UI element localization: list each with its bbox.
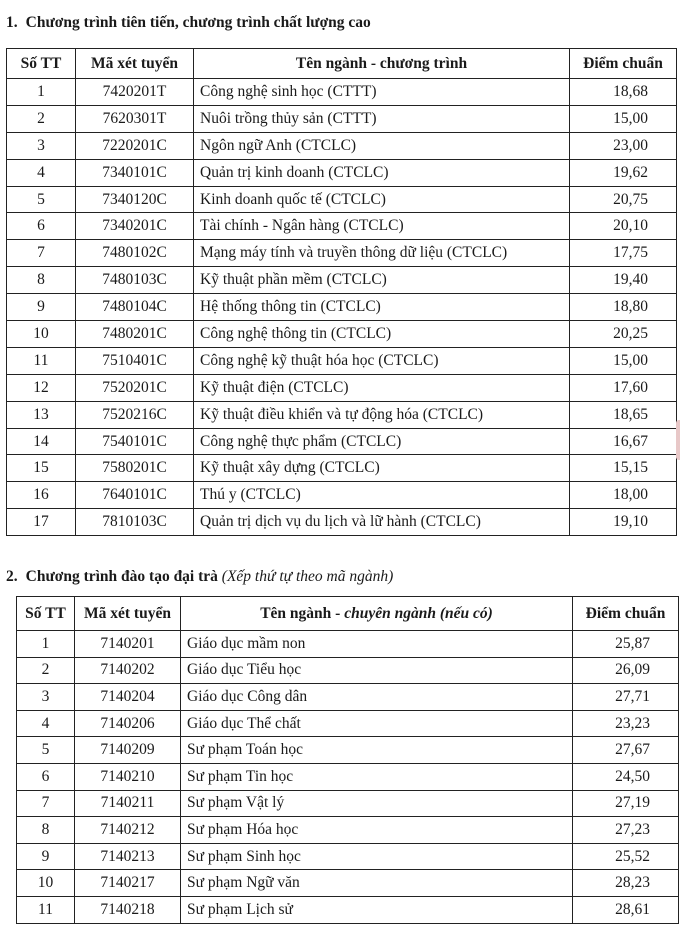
section-2-title-text: Chương trình đào tạo đại trà	[25, 568, 218, 585]
cell-code: 7520201C	[76, 374, 194, 401]
cell-stt: 3	[7, 132, 76, 159]
cell-name: Thú y (CTCLC)	[194, 482, 570, 509]
cell-name: Công nghệ kỹ thuật hóa học (CTCLC)	[194, 347, 570, 374]
cell-name: Sư phạm Sinh học	[181, 843, 573, 870]
cell-score: 20,10	[570, 213, 677, 240]
cell-code: 7520216C	[76, 401, 194, 428]
cell-stt: 2	[17, 657, 75, 684]
cell-code: 7140210	[75, 763, 181, 790]
cell-stt: 1	[17, 631, 75, 658]
cell-name: Hệ thống thông tin (CTCLC)	[194, 294, 570, 321]
cell-score: 15,00	[570, 347, 677, 374]
cell-code: 7620301T	[76, 105, 194, 132]
cell-score: 18,80	[570, 294, 677, 321]
cell-name: Sư phạm Ngữ văn	[181, 870, 573, 897]
table-row	[7, 186, 677, 213]
table-advanced-programs	[6, 48, 677, 536]
cell-stt: 11	[7, 347, 76, 374]
cell-score: 15,00	[570, 105, 677, 132]
cell-name: Sư phạm Vật lý	[181, 790, 573, 817]
table-header-row	[7, 49, 677, 79]
section-2-number: 2.	[6, 568, 18, 585]
table-standard-programs	[16, 596, 679, 924]
cell-score: 28,23	[573, 870, 679, 897]
cell-name: Quản trị dịch vụ du lịch và lữ hành (CTCLC)	[194, 509, 570, 536]
cell-code: 7140206	[75, 710, 181, 737]
cell-stt: 4	[7, 159, 76, 186]
cell-stt: 6	[7, 213, 76, 240]
cell-score: 27,19	[573, 790, 679, 817]
cell-stt: 15	[7, 455, 76, 482]
cell-name: Công nghệ thông tin (CTCLC)	[194, 321, 570, 348]
cell-code: 7340101C	[76, 159, 194, 186]
cell-score: 15,15	[570, 455, 677, 482]
table-row	[17, 790, 679, 817]
cell-score: 19,62	[570, 159, 677, 186]
cell-code: 7810103C	[76, 509, 194, 536]
cell-name: Kỹ thuật phần mềm (CTCLC)	[194, 267, 570, 294]
table-row	[7, 401, 677, 428]
cell-name: Giáo dục Công dân	[181, 684, 573, 711]
table-row	[7, 79, 677, 106]
table-row	[7, 321, 677, 348]
section-1-title	[6, 14, 371, 32]
table-row	[17, 684, 679, 711]
table-row	[7, 374, 677, 401]
cell-stt: 2	[7, 105, 76, 132]
section-1-number: 1.	[6, 14, 18, 31]
table-row	[7, 132, 677, 159]
cell-code: 7140202	[75, 657, 181, 684]
table-row	[7, 105, 677, 132]
cell-score: 27,71	[573, 684, 679, 711]
cell-stt: 7	[7, 240, 76, 267]
header-name-plain: Tên ngành -	[260, 604, 345, 622]
cell-score: 20,75	[570, 186, 677, 213]
cell-stt: 9	[17, 843, 75, 870]
header-code: Mã xét tuyển	[75, 597, 181, 631]
cell-code: 7420201T	[76, 79, 194, 106]
cell-stt: 5	[17, 737, 75, 764]
cell-name: Sư phạm Toán học	[181, 737, 573, 764]
section-2-title	[6, 568, 393, 586]
cell-score: 18,65	[570, 401, 677, 428]
cell-stt: 10	[17, 870, 75, 897]
cell-code: 7340201C	[76, 213, 194, 240]
table-row	[7, 267, 677, 294]
cell-code: 7640101C	[76, 482, 194, 509]
cell-name: Mạng máy tính và truyền thông dữ liệu (CTCLC)	[194, 240, 570, 267]
cell-score: 23,23	[573, 710, 679, 737]
table-row	[17, 843, 679, 870]
cell-name: Giáo dục Tiểu học	[181, 657, 573, 684]
table-row	[7, 347, 677, 374]
cell-score: 27,67	[573, 737, 679, 764]
cell-stt: 1	[7, 79, 76, 106]
table-row	[17, 896, 679, 923]
table-row	[7, 482, 677, 509]
table-row	[17, 870, 679, 897]
table-row	[7, 159, 677, 186]
cell-stt: 7	[17, 790, 75, 817]
cell-score: 25,87	[573, 631, 679, 658]
header-stt: Số TT	[17, 597, 75, 631]
cell-name: Giáo dục mầm non	[181, 631, 573, 658]
cell-name: Giáo dục Thể chất	[181, 710, 573, 737]
cell-name: Kỹ thuật xây dựng (CTCLC)	[194, 455, 570, 482]
table-row	[7, 213, 677, 240]
cell-stt: 8	[7, 267, 76, 294]
page-edge-mark	[676, 420, 680, 460]
cell-stt: 12	[7, 374, 76, 401]
header-name	[181, 597, 573, 631]
cell-code: 7140212	[75, 817, 181, 844]
table-row	[17, 631, 679, 658]
cell-name: Kỹ thuật điện (CTCLC)	[194, 374, 570, 401]
cell-name: Công nghệ sinh học (CTTT)	[194, 79, 570, 106]
cell-stt: 8	[17, 817, 75, 844]
cell-code: 7140218	[75, 896, 181, 923]
section-2-note: (Xếp thứ tự theo mã ngành)	[221, 568, 394, 585]
cell-stt: 6	[17, 763, 75, 790]
cell-stt: 4	[17, 710, 75, 737]
header-score: Điểm chuẩn	[570, 49, 677, 79]
table-row	[17, 737, 679, 764]
table-row	[17, 657, 679, 684]
cell-score: 17,60	[570, 374, 677, 401]
cell-stt: 10	[7, 321, 76, 348]
cell-code: 7220201C	[76, 132, 194, 159]
header-name: Tên ngành - chương trình	[194, 49, 570, 79]
cell-score: 16,67	[570, 428, 677, 455]
cell-stt: 9	[7, 294, 76, 321]
cell-code: 7140209	[75, 737, 181, 764]
cell-name: Nuôi trồng thủy sản (CTTT)	[194, 105, 570, 132]
cell-code: 7140217	[75, 870, 181, 897]
table-row	[7, 455, 677, 482]
cell-score: 19,40	[570, 267, 677, 294]
table-header-row	[17, 597, 679, 631]
cell-code: 7480201C	[76, 321, 194, 348]
cell-code: 7580201C	[76, 455, 194, 482]
table-row	[7, 294, 677, 321]
cell-score: 27,23	[573, 817, 679, 844]
table-row	[17, 817, 679, 844]
cell-code: 7140211	[75, 790, 181, 817]
cell-score: 18,68	[570, 79, 677, 106]
cell-score: 20,25	[570, 321, 677, 348]
cell-code: 7140213	[75, 843, 181, 870]
header-score: Điểm chuẩn	[573, 597, 679, 631]
cell-score: 17,75	[570, 240, 677, 267]
cell-name: Công nghệ thực phẩm (CTCLC)	[194, 428, 570, 455]
table-row	[7, 240, 677, 267]
cell-code: 7140201	[75, 631, 181, 658]
cell-stt: 16	[7, 482, 76, 509]
cell-stt: 13	[7, 401, 76, 428]
cell-name: Kinh doanh quốc tế (CTCLC)	[194, 186, 570, 213]
cell-code: 7480102C	[76, 240, 194, 267]
cell-score: 18,00	[570, 482, 677, 509]
header-name-italic: chuyên ngành (nếu có)	[344, 604, 493, 622]
cell-name: Tài chính - Ngân hàng (CTCLC)	[194, 213, 570, 240]
table-row	[7, 509, 677, 536]
cell-stt: 11	[17, 896, 75, 923]
cell-stt: 3	[17, 684, 75, 711]
cell-code: 7510401C	[76, 347, 194, 374]
cell-score: 23,00	[570, 132, 677, 159]
cell-code: 7480104C	[76, 294, 194, 321]
cell-code: 7140204	[75, 684, 181, 711]
cell-score: 28,61	[573, 896, 679, 923]
cell-stt: 5	[7, 186, 76, 213]
cell-code: 7540101C	[76, 428, 194, 455]
cell-score: 19,10	[570, 509, 677, 536]
cell-code: 7480103C	[76, 267, 194, 294]
cell-stt: 14	[7, 428, 76, 455]
table-row	[17, 710, 679, 737]
header-code: Mã xét tuyển	[76, 49, 194, 79]
table-row	[7, 428, 677, 455]
header-stt: Số TT	[7, 49, 76, 79]
cell-stt: 17	[7, 509, 76, 536]
section-1-title-text: Chương trình tiên tiến, chương trình chất lượng cao	[25, 14, 371, 31]
cell-score: 25,52	[573, 843, 679, 870]
cell-score: 24,50	[573, 763, 679, 790]
cell-name: Sư phạm Lịch sử	[181, 896, 573, 923]
cell-code: 7340120C	[76, 186, 194, 213]
cell-name: Sư phạm Tin học	[181, 763, 573, 790]
cell-name: Quản trị kinh doanh (CTCLC)	[194, 159, 570, 186]
cell-score: 26,09	[573, 657, 679, 684]
cell-name: Kỹ thuật điều khiển và tự động hóa (CTCLC)	[194, 401, 570, 428]
cell-name: Ngôn ngữ Anh (CTCLC)	[194, 132, 570, 159]
cell-name: Sư phạm Hóa học	[181, 817, 573, 844]
table-row	[17, 763, 679, 790]
